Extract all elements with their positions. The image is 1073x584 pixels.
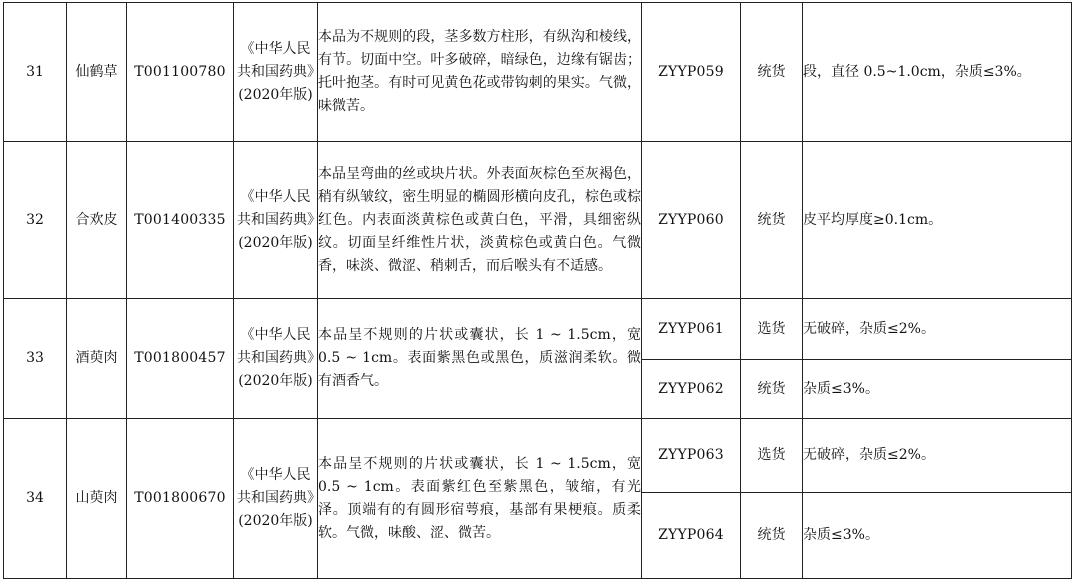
grade-criteria: 无破碎，杂质≤2%。 [803, 299, 1072, 360]
spec-code: ZYYP063 [642, 419, 741, 493]
grade-criteria: 段，直径 0.5~1.0cm，杂质≤3%。 [803, 3, 1072, 142]
grade-label: 选货 [741, 419, 803, 493]
grade-label: 统货 [741, 142, 803, 299]
spec-code: ZYYP062 [642, 360, 741, 419]
spec-code: ZYYP064 [642, 493, 741, 579]
row-number: 33 [4, 299, 67, 419]
herb-description: 本品呈弯曲的丝或块片状。外表面灰棕色至灰褐色，稍有纵皱纹，密生明显的椭圆形横向皮孔，棕色或棕红色。内表面淡黄棕色或黄白色，平滑，具细密纵纹。切面呈纤维性片状，淡黄棕色或黄白色。气微香，味淡、微涩、稍刺舌，而后喉头有不适感。 [318, 142, 642, 299]
spec-code: ZYYP060 [642, 142, 741, 299]
herb-name: 山萸肉 [67, 419, 127, 579]
herb-code: T001100780 [127, 3, 234, 142]
herb-name: 仙鹤草 [67, 3, 127, 142]
standard-source: 《中华人民共和国药典》(2020年版) [234, 3, 318, 142]
spec-code: ZYYP061 [642, 299, 741, 360]
grade-criteria: 无破碎，杂质≤2%。 [803, 419, 1072, 493]
row-number: 32 [4, 142, 67, 299]
herb-description: 本品为不规则的段，茎多数方柱形，有纵沟和棱线，有节。切面中空。叶多破碎，暗绿色，边缘有锯齿；托叶抱茎。有时可见黄色花或带钩刺的果实。气微，味微苦。 [318, 3, 642, 142]
grade-label: 统货 [741, 360, 803, 419]
standard-source: 《中华人民共和国药典》(2020年版) [234, 299, 318, 419]
spec-code: ZYYP059 [642, 3, 741, 142]
grade-criteria: 皮平均厚度≥0.1cm。 [803, 142, 1072, 299]
herb-name: 酒萸肉 [67, 299, 127, 419]
herb-code: T001800457 [127, 299, 234, 419]
grade-criteria: 杂质≤3%。 [803, 360, 1072, 419]
standard-source: 《中华人民共和国药典》(2020年版) [234, 419, 318, 579]
herb-code: T001800670 [127, 419, 234, 579]
table-row [4, 142, 1072, 299]
grade-label: 统货 [741, 493, 803, 579]
table-row [4, 419, 1072, 493]
table-row [4, 3, 1072, 142]
table-row [4, 299, 1072, 360]
herb-description: 本品呈不规则的片状或囊状，长 1 ~ 1.5cm，宽 0.5 ~ 1cm。表面紫红色至紫黑色，皱缩，有光泽。顶端有的有圆形宿萼痕，基部有果梗痕。质柔软。气微，味酸、涩、微苦。 [318, 419, 642, 579]
row-number: 34 [4, 419, 67, 579]
grade-label: 统货 [741, 3, 803, 142]
standard-source: 《中华人民共和国药典》(2020年版) [234, 142, 318, 299]
grade-label: 选货 [741, 299, 803, 360]
specification-table [3, 2, 1072, 579]
herb-name: 合欢皮 [67, 142, 127, 299]
grade-criteria: 杂质≤3%。 [803, 493, 1072, 579]
herb-code: T001400335 [127, 142, 234, 299]
row-number: 31 [4, 3, 67, 142]
herb-description: 本品呈不规则的片状或囊状，长 1 ~ 1.5cm，宽 0.5 ~ 1cm。表面紫黑色或黑色，质滋润柔软。微有酒香气。 [318, 299, 642, 419]
